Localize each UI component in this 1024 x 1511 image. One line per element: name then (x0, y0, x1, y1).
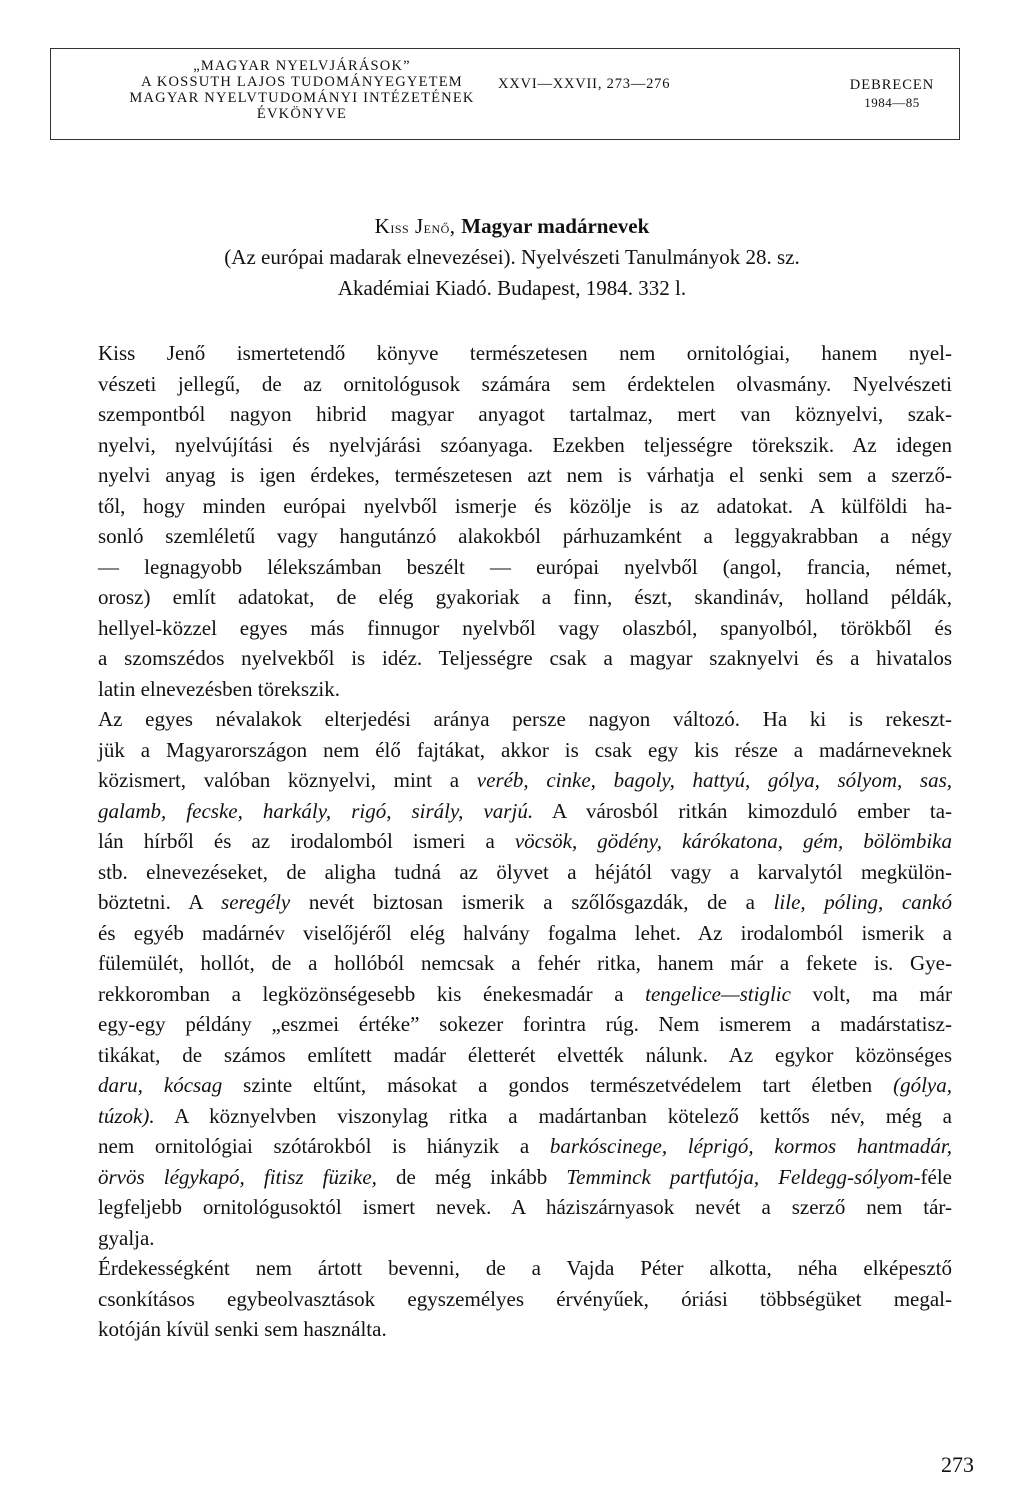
text-line: a szomszédos nyelvekből is idéz. Teljességre csak a magyar szaknyelvi és a hivatalos (98, 646, 952, 670)
journal-name-line: „MAGYAR NYELVJÁRÁSOK” (193, 58, 411, 74)
citation-line-3: Akadémiai Kiadó. Budapest, 1984. 332 l. (337, 276, 687, 300)
text-line: lán hírből és az irodalomból ismeri a vöcsök, gödény, kárókatona, gém, bölömbika (98, 829, 952, 853)
text-line: fülemülét, hollót, de a hollóból nemcsak a fehér ritka, hanem már a fekete is. Gye- (98, 951, 952, 975)
text-line: közismert, valóban köznyelvi, mint a veréb, cinke, bagoly, hattyú, gólya, sólyom, sas, (98, 768, 952, 792)
text-line: Érdekességként nem ártott bevenni, de a Vajda Péter alkotta, néha elképesztő (98, 1256, 952, 1280)
citation-line-2: (Az európai madarak elnevezései). Nyelvészeti Tanulmányok 28. sz. (224, 245, 800, 269)
text-line: kotóján kívül senki sem használta. (98, 1317, 387, 1341)
text-line: orosz) említ adatokat, de elég gyakoriak a finn, észt, skandináv, holland példák, (98, 585, 952, 609)
author-separator: , (449, 214, 462, 238)
journal-name (72, 58, 532, 122)
header-left-rule (50, 48, 51, 140)
text-line: galamb, fecske, harkály, rigó, sirály, varjú. A városból ritkán kimozduló ember ta- (98, 798, 953, 823)
text-line: nyelvi anyag is igen érdekes, természetesen azt nem is várhatja el senki sem a szerző- (98, 463, 952, 487)
place: DEBRECEN (849, 77, 935, 93)
text-line: Az egyes névalakok elterjedési aránya persze nagyon változó. Ha ki is rekeszt- (98, 707, 952, 731)
text-line: böztetni. A seregély nevét biztosan ismerik a szőlősgazdák, de a lile, póling, cankó (98, 890, 952, 914)
citation-line-1 (0, 211, 1024, 243)
text-line: nyelvi, nyelvújítási és nyelvjárási szóanyaga. Ezekben teljességre törekszik. Az idegen (98, 432, 952, 457)
text-line: gyalja. (98, 1225, 155, 1250)
text-line: stb. elnevezéseket, de aligha tudná az ölyvet a héjától vagy a karvalytól megkülön- (98, 859, 952, 884)
text-line: vészeti jellegű, de az ornitológusok számára sem érdektelen olvasmány. Nyelvészeti (98, 371, 952, 396)
journal-name-line: MAGYAR NYELVTUDOMÁNYI INTÉZETÉNEK (129, 90, 475, 106)
header-top-rule (50, 48, 960, 49)
text-line: sonló szemléletű vagy hangutánzó alakokból párhuzamként a leggyakrabban a négy (98, 524, 952, 548)
journal-name-line: A KOSSUTH LAJOS TUDOMÁNYEGYETEM (141, 74, 463, 90)
text-line: tikákat, de számos említett madár életterét elvették nálunk. Az egykor közönséges (98, 1042, 952, 1067)
page-number: 273 (941, 1452, 974, 1477)
text-line: túzok). A köznyelvben viszonylag ritka a madártanban kötelező kettős név, még a (98, 1103, 952, 1128)
author-initial: K (374, 214, 391, 238)
text-line: és egyéb madárnév viselőjéről elég halvány fogalma lehet. Az irodalomból ismerik a (98, 920, 952, 945)
review-author (375, 214, 462, 238)
text-line: től, hogy minden európai nyelvből ismerje és közölje is az adatokat. A külföldi ha- (98, 493, 952, 518)
text-line: latin elnevezésben törekszik. (98, 676, 340, 701)
given-initial: J (414, 214, 424, 238)
text-line: hellyel-közzel egyes más finnugor nyelvből vagy olaszból, spanyolból, törökből és (98, 615, 952, 640)
years: 1984—85 (864, 95, 920, 110)
text-line: daru, kócsag szinte eltűnt, másokat a gondos természetvédelem tart életben (gólya, (98, 1073, 952, 1097)
text-line: örvös légykapó, fitisz füzike, de még inkább Temminck partfutója, Feldegg-sólyom-féle (98, 1164, 952, 1189)
place-and-years (817, 76, 967, 112)
paragraph (98, 338, 952, 704)
book-title: Magyar madárnevek (461, 214, 650, 238)
header-bottom-rule (50, 139, 960, 140)
text-line: egy-egy példány „eszmei értéke” sokezer forintra rúg. Nem ismerem a madárstatisz- (98, 1012, 952, 1036)
journal-header (50, 48, 960, 140)
text-line: nem ornitológiai szótárokból is hiányzik a barkóscinege, léprigó, kormos hantmadár, (98, 1134, 952, 1158)
text-line: szempontból nagyon hibrid magyar anyagot tartalmaz, mert van köznyelvi, szak- (98, 402, 952, 426)
volume-pages: XXVI—XXVII, 273—276 (498, 76, 671, 92)
text-line: csonkításos egybeolvasztások egyszemélyes érvényűek, óriási többségüket megal- (98, 1286, 952, 1311)
given-rest: enő (423, 218, 450, 237)
paragraph (98, 1253, 952, 1345)
author-rest: iss (390, 218, 410, 237)
review-body (98, 338, 952, 1345)
text-line: Kiss Jenő ismertetendő könyve természetesen nem ornitológiai, hanem nyel- (98, 341, 952, 365)
text-line: rekkoromban a legközönségesebb kis énekesmadár a tengelice—stiglic volt, ma már (98, 981, 952, 1006)
paragraph (98, 704, 952, 1253)
text-line: legfeljebb ornitológusoktól ismert nevek. A háziszárnyasok nevét a szerző nem tár- (98, 1195, 952, 1219)
journal-name-line: ÉVKÖNYVE (256, 106, 348, 122)
text-line: — legnagyobb lélekszámban beszélt — európai nyelvből (angol, francia, német, (98, 554, 952, 579)
text-line: jük a Magyarországon nem élő fajtákat, akkor is csak egy kis része a madárneveknek (98, 737, 952, 762)
